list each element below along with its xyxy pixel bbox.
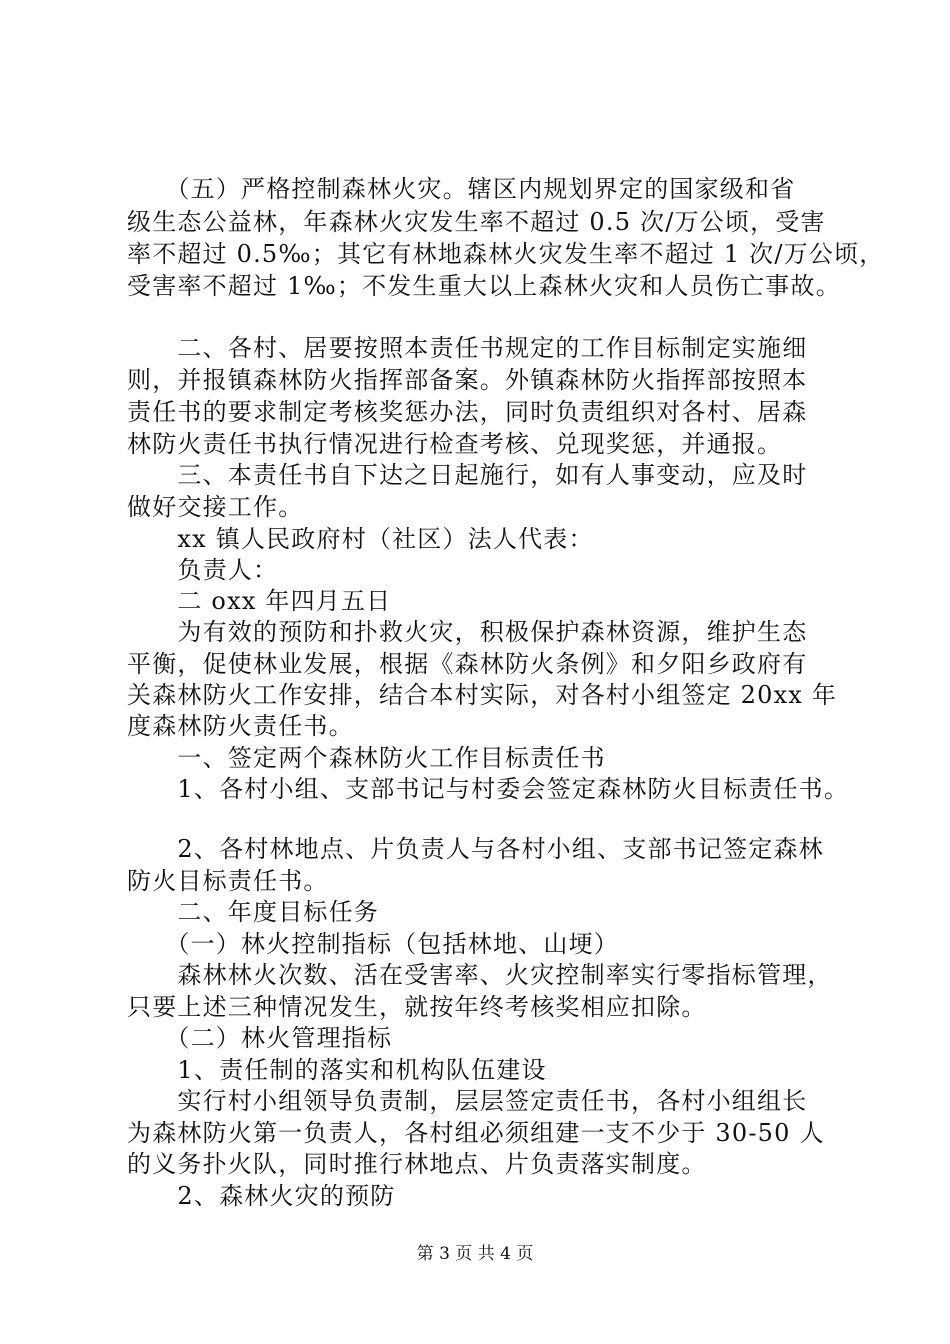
text-line: 平衡，促使林业发展，根据《森林防火条例》和夕阳乡政府有 <box>127 650 808 678</box>
text-line: 防火目标责任书。 <box>127 867 329 895</box>
section-heading: 一、签定两个森林防火工作目标责任书 <box>127 744 606 772</box>
text-line: 林防火责任书执行情况进行检查考核、兑现奖惩，并通报。 <box>127 430 783 458</box>
text-line: 度森林防火责任书。 <box>127 712 354 740</box>
text-line: 级生态公益林，年森林火灾发生率不超过 0.5 次/万公顷，受害 <box>127 208 826 236</box>
text-line: 负责人： <box>127 556 279 584</box>
text-line: 森林林火次数、活在受害率、火灾控制率实行零指标管理， <box>127 961 833 989</box>
text-line: （五）严格控制森林火灾。辖区内规划界定的国家级和省 <box>127 175 796 203</box>
text-line: 1、各村小组、支部书记与村委会签定森林防火目标责任书。 <box>127 775 850 803</box>
text-line: 率不超过 0.5‰；其它有林地森林火灾发生率不超过 1 次/万公顷， <box>127 240 885 268</box>
text-line: xx 镇人民政府村（社区）法人代表： <box>127 525 594 553</box>
text-line: 2、森林火灾的预防 <box>127 1182 396 1210</box>
subsection-heading: （一）林火控制指标（包括林地、山埂） <box>127 930 619 958</box>
text-line: 则，并报镇森林防火指挥部备案。外镇森林防火指挥部按照本 <box>127 366 808 394</box>
text-line: 关森林防火工作安排，结合本村实际，对各村小组签定 20xx 年 <box>127 681 838 709</box>
date-line: 二 oxx 年四月五日 <box>127 587 392 615</box>
page-footer: 第 3 页 共 4 页 <box>416 1244 534 1264</box>
text-line: 三、本责任书自下达之日起施行，如有人事变动，应及时 <box>127 461 808 489</box>
text-line: 实行村小组领导负责制，层层签定责任书，各村小组组长 <box>127 1087 808 1115</box>
text-line: 受害率不超过 1‰；不发生重大以上森林火灾和人员伤亡事故。 <box>127 272 841 300</box>
text-line: 1、责任制的落实和机构队伍建设 <box>127 1056 547 1084</box>
subsection-heading: （二）林火管理指标 <box>127 1024 393 1052</box>
text-line: 的义务扑火队，同时推行林地点、片负责落实制度。 <box>127 1150 707 1178</box>
text-line: 责任书的要求制定考核奖惩办法，同时负责组织对各村、居森 <box>127 398 808 426</box>
section-heading: 二、年度目标任务 <box>127 898 379 926</box>
text-line: 为有效的预防和扑救火灾，积极保护森林资源，维护生态 <box>127 618 808 646</box>
text-line: 做好交接工作。 <box>127 493 304 521</box>
text-line: 二、各村、居要按照本责任书规定的工作目标制定实施细 <box>127 334 808 362</box>
text-line: 2、各村林地点、片负责人与各村小组、支部书记签定森林 <box>127 835 824 863</box>
text-line: 只要上述三种情况发生，就按年终考核奖相应扣除。 <box>127 993 707 1021</box>
text-line: 为森林防火第一负责人，各村组必须组建一支不少于 30-50 人 <box>127 1119 825 1147</box>
